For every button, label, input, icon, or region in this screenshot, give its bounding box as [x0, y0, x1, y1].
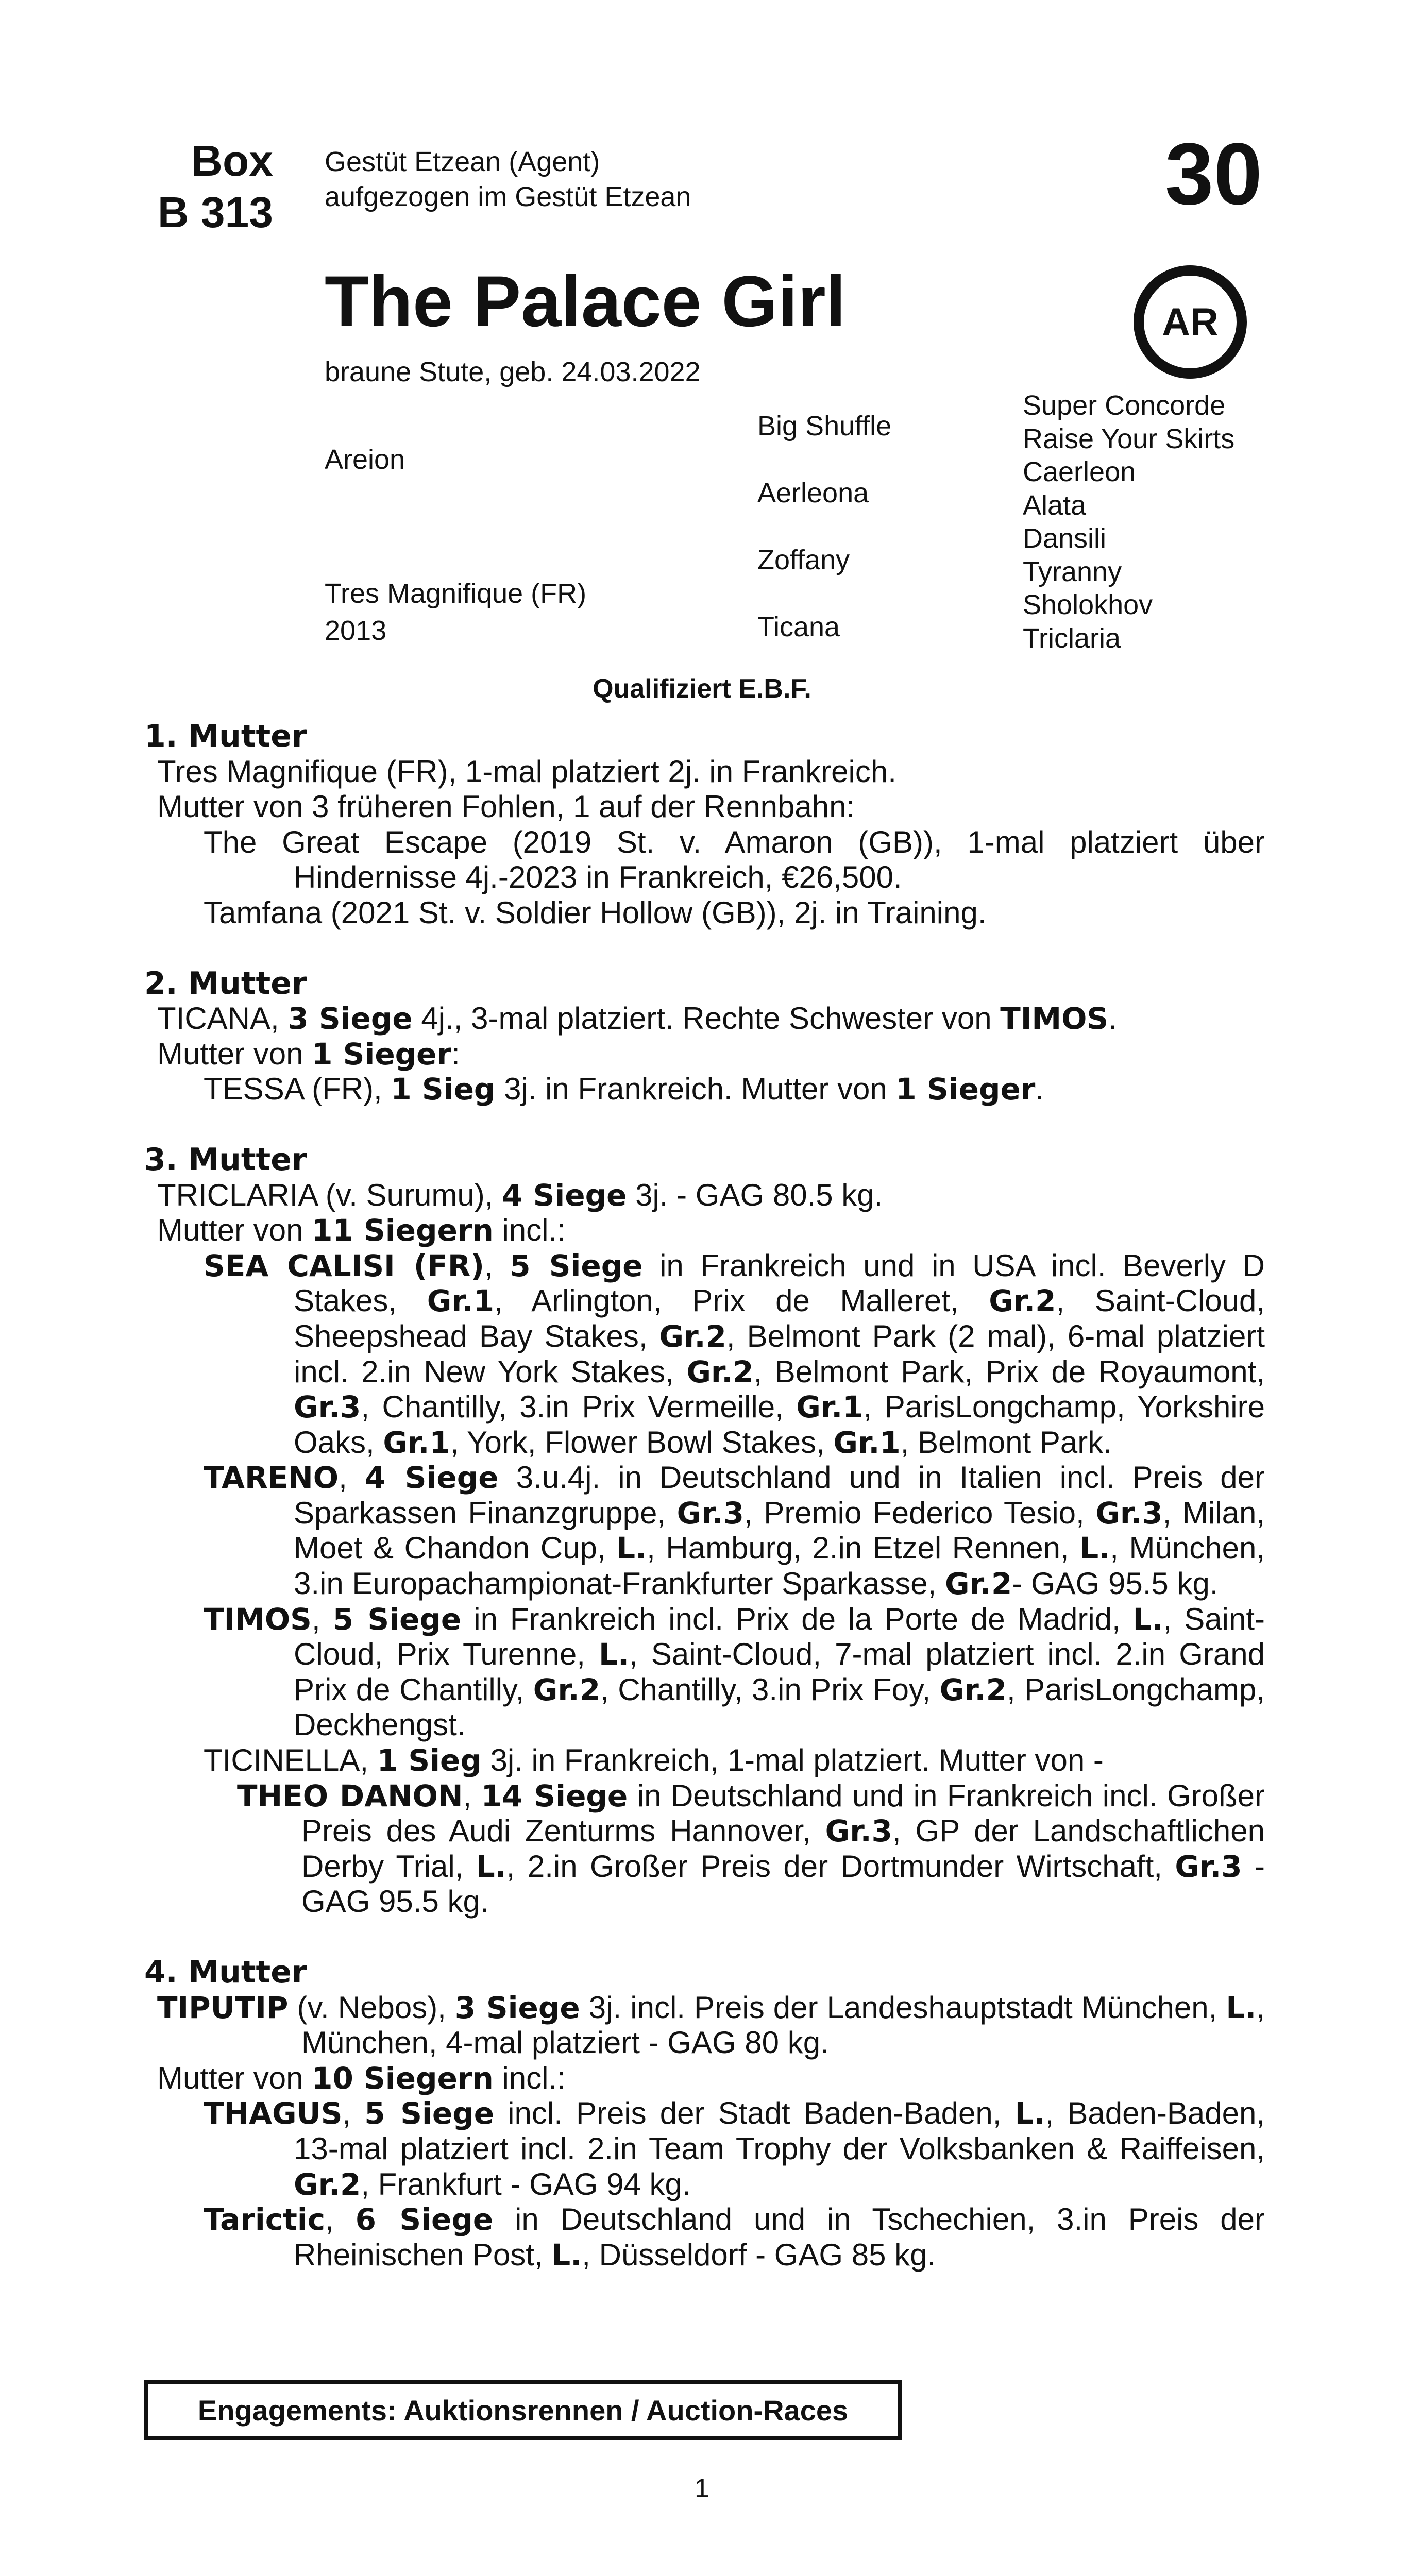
horse: TIMOS — [204, 1601, 312, 1637]
ar-badge-label: AR — [1162, 300, 1219, 344]
engagements-box — [144, 2380, 902, 2440]
text: , 2.in Großer Preis der Dortmunder Wirtschaft, — [506, 1849, 1175, 1884]
horse-description: braune Stute, geb. 24.03.2022 — [325, 357, 701, 387]
text: , York, Flower Bowl Stakes, — [450, 1425, 834, 1460]
grade: Gr.1 — [427, 1283, 495, 1319]
third-dam-intro — [144, 1178, 1265, 1213]
produce-entry: The Great Escape (2019 St. v. Amaron (GB)), 1-mal platziert über Hindernisse 4j.-2023 in Frankreich, €26,500. — [204, 824, 1265, 895]
page-number: 1 — [695, 2473, 709, 2503]
sibling-name: TIMOS — [1000, 1001, 1109, 1037]
grade: Gr.2 — [533, 1672, 601, 1707]
wins: 4 Siege — [502, 1177, 627, 1213]
pedigree-sire: Areion — [325, 444, 405, 475]
text: incl. Preis der Stadt Baden-Baden, — [494, 2096, 1015, 2131]
produce-entry — [144, 1072, 1265, 1107]
horse: Tarictic — [204, 2202, 326, 2238]
first-dam-heading: 1. Mutter — [144, 718, 307, 754]
text: , Milan, Moet & Chandon Cup, — [294, 1495, 1265, 1566]
horse: TARENO — [204, 1460, 339, 1496]
text: TICANA, — [157, 1001, 288, 1036]
second-dam-section — [144, 966, 1265, 1107]
text: , Saint-Cloud, 7-mal platziert incl. 2.in Grand Prix de Chantilly, — [294, 1637, 1265, 1707]
wins: 5 Siege — [332, 1601, 462, 1637]
horse: TIPUTIP — [157, 1990, 289, 2025]
text: , Premio Federico Tesio, — [744, 1495, 1096, 1530]
wins: 5 Siege — [364, 2096, 495, 2131]
first-dam-produce-intro: Mutter von 3 früheren Fohlen, 1 auf der Rennbahn: — [157, 789, 855, 824]
text: , — [339, 1460, 365, 1495]
pedigree-dam-year: 2013 — [325, 615, 387, 646]
grade: Gr.3 — [825, 1814, 892, 1849]
produce-entry — [144, 2096, 1265, 2202]
text: , — [311, 1601, 333, 1636]
pedigree-great-grandparent: Raise Your Skirts — [1023, 423, 1235, 454]
text: , — [463, 1778, 481, 1813]
agent-name: Gestüt Etzean (Agent) — [325, 146, 600, 177]
pedigree-great-grandparent: Alata — [1023, 489, 1087, 521]
pedigree-grandparent: Big Shuffle — [757, 411, 892, 442]
wins: 1 Sieg — [391, 1072, 496, 1107]
winner-count: 1 Sieger — [312, 1036, 452, 1072]
fourth-dam-heading: 4. Mutter — [144, 1954, 307, 1990]
pedigree-great-grandparent: Tyranny — [1023, 556, 1122, 587]
second-dam-produce-intro — [144, 1037, 1265, 1072]
text: , Hamburg, 2.in Etzel Rennen, — [647, 1531, 1080, 1566]
produce-entry — [144, 1743, 1265, 1778]
grade: Gr.3 — [1095, 1495, 1163, 1531]
text: - GAG 95.5 kg. — [301, 1849, 1265, 1919]
pedigree-great-grandparent: Caerleon — [1023, 456, 1136, 487]
text: , Chantilly, 3.in Prix Foy, — [600, 1672, 940, 1707]
first-dam-section — [144, 719, 1265, 931]
produce-entry — [144, 2202, 1265, 2273]
produce-entry: Tamfana (2021 St. v. Soldier Hollow (GB)), 2j. in Training. — [204, 895, 987, 930]
text: , Belmont Park, Prix de Royaumont, — [753, 1354, 1265, 1389]
text: incl.: — [493, 2060, 566, 2095]
text: in Frankreich und in USA incl. Beverly D Stakes, — [294, 1248, 1265, 1318]
qualification: Qualifiziert E.B.F. — [593, 674, 811, 704]
produce-entry — [144, 1248, 1265, 1461]
text: 3j. in Frankreich. Mutter von — [495, 1072, 896, 1107]
text: , Belmont Park (2 mal), 6-mal platziert incl. 2.in New York Stakes, — [294, 1318, 1265, 1389]
text: TRICLARIA (v. Surumu), — [157, 1177, 502, 1212]
pedigree-grandparent: Zoffany — [757, 545, 850, 575]
produce-entry — [144, 1460, 1265, 1601]
lot-number: 30 — [1164, 125, 1262, 223]
winner-count: 10 Siegern — [312, 2060, 494, 2096]
text: Mutter von — [157, 1036, 312, 1071]
text: TICINELLA, — [204, 1743, 377, 1778]
grade: Gr.2 — [939, 1672, 1007, 1707]
pedigree-great-grandparent: Sholokhov — [1023, 589, 1153, 620]
female-family — [144, 719, 1265, 2273]
third-dam-heading: 3. Mutter — [144, 1141, 307, 1178]
text: , Baden-Baden, 13-mal platziert incl. 2.in Team Trophy der Volksbanken & Raiffeisen, — [294, 2096, 1265, 2166]
grade: Gr.2 — [294, 2166, 361, 2202]
grade: Gr.2 — [659, 1318, 726, 1354]
wins: 5 Siege — [510, 1248, 643, 1283]
text: . — [1035, 1072, 1044, 1107]
text: : — [451, 1036, 460, 1071]
text: , — [325, 2202, 356, 2237]
text: , Saint-Cloud, Prix Turenne, — [294, 1601, 1265, 1672]
breeder-line: aufgezogen im Gestüt Etzean — [325, 181, 691, 212]
grade: L. — [616, 1531, 647, 1566]
text: , ParisLongchamp, Yorkshire Oaks, — [294, 1389, 1265, 1460]
text: , — [342, 2096, 365, 2131]
winner-count: 1 Sieger — [895, 1072, 1036, 1107]
text: , ParisLongchamp, Deckhengst. — [294, 1672, 1265, 1742]
wins: 14 Siege — [481, 1778, 628, 1814]
pedigree-great-grandparent: Dansili — [1023, 523, 1107, 554]
grade: Gr.3 — [676, 1495, 745, 1531]
grade: Gr.3 — [1175, 1849, 1242, 1884]
text: , München, 4-mal platziert - GAG 80 kg. — [301, 1990, 1265, 2060]
grade: L. — [551, 2237, 582, 2273]
text: in Frankreich incl. Prix de la Porte de Madrid, — [461, 1601, 1133, 1636]
grade: Gr.1 — [796, 1389, 864, 1425]
text: in Deutschland und in Tschechien, 3.in Preis der Rheinischen Post, — [294, 2202, 1265, 2272]
text: , Belmont Park. — [900, 1425, 1112, 1460]
text: Mutter von — [157, 2060, 312, 2095]
horse-name: The Palace Girl — [325, 261, 846, 342]
wins: 6 Siege — [355, 2202, 494, 2238]
text: , Arlington, Prix de Malleret, — [494, 1283, 989, 1318]
box-code: B 313 — [157, 188, 273, 236]
winner-count: 11 Siegern — [312, 1213, 494, 1248]
pedigree-dam: Tres Magnifique (FR) — [325, 578, 587, 609]
ar-badge — [1134, 265, 1247, 379]
grade: L. — [476, 1849, 506, 1884]
pedigree-great-grandparent: Triclaria — [1023, 622, 1121, 654]
text: , GP der Landschaftlichen Derby Trial, — [301, 1814, 1265, 1884]
grade: L. — [1132, 1601, 1163, 1637]
grade: L. — [1079, 1531, 1110, 1566]
box-number — [124, 135, 273, 238]
first-dam-intro: Tres Magnifique (FR), 1-mal platziert 2j. in Frankreich. — [157, 754, 896, 789]
text: Mutter von — [157, 1213, 312, 1248]
text: 3j. incl. Preis der Landeshauptstadt München, — [580, 1990, 1226, 2025]
text: 3.u.4j. in Deutschland und in Italien incl. Preis der Sparkassen Finanzgruppe, — [294, 1460, 1265, 1530]
text: incl.: — [493, 1213, 566, 1248]
text: , München, 3.in Europachampionat-Frankfurter Sparkasse, — [294, 1531, 1265, 1601]
text: , — [484, 1248, 510, 1283]
grade: L. — [599, 1637, 630, 1672]
wins: 3 Siege — [454, 1990, 580, 2025]
text: - GAG 95.5 kg. — [1012, 1566, 1219, 1601]
third-dam-section — [144, 1142, 1265, 1920]
text: , Chantilly, 3.in Prix Vermeille, — [361, 1389, 797, 1425]
fourth-dam-section — [144, 1955, 1265, 2273]
grade: L. — [1014, 2096, 1045, 2131]
wins: 3 Siege — [287, 1001, 413, 1037]
text: , Düsseldorf - GAG 85 kg. — [582, 2237, 936, 2272]
wins: 1 Sieg — [377, 1743, 482, 1778]
second-dam-intro — [144, 1001, 1265, 1037]
pedigree-great-grandparents — [1023, 389, 1234, 655]
wins: 4 Siege — [364, 1460, 499, 1496]
text: . — [1108, 1001, 1117, 1036]
pedigree-grandparent: Aerleona — [757, 478, 869, 509]
text: 4j., 3-mal platziert. Rechte Schwester von — [412, 1001, 1001, 1036]
produce-entry-grandchild — [144, 1778, 1265, 1920]
grade: L. — [1226, 1990, 1257, 2025]
fourth-dam-produce-intro — [144, 2061, 1265, 2096]
box-label: Box — [191, 137, 273, 185]
text: (v. Nebos), — [288, 1990, 455, 2025]
second-dam-heading: 2. Mutter — [144, 965, 307, 1002]
grade: Gr.1 — [383, 1425, 450, 1460]
grade: Gr.2 — [944, 1566, 1012, 1602]
horse: THEO DANON — [237, 1778, 463, 1814]
text: in Deutschland und in Frankreich incl. Großer Preis des Audi Zenturms Hannover, — [301, 1778, 1265, 1849]
grade: Gr.2 — [686, 1354, 754, 1389]
horse: SEA CALISI (FR) — [204, 1248, 485, 1283]
grade: Gr.2 — [989, 1283, 1056, 1319]
engagements-label: Engagements: Auktionsrennen / Auction-Races — [197, 2394, 849, 2427]
text: , Saint-Cloud, Sheepshead Bay Stakes, — [294, 1283, 1265, 1353]
text: 3j. in Frankreich, 1-mal platziert. Mutter von - — [481, 1743, 1104, 1778]
third-dam-produce-intro — [144, 1213, 1265, 1248]
text: 3j. - GAG 80.5 kg. — [627, 1177, 883, 1212]
grade: Gr.3 — [294, 1389, 361, 1425]
consignor — [325, 144, 691, 214]
text: , Frankfurt - GAG 94 kg. — [361, 2166, 691, 2201]
text: TESSA (FR), — [204, 1072, 391, 1107]
grade: Gr.1 — [833, 1425, 901, 1460]
fourth-dam-intro — [144, 1990, 1265, 2061]
horse: THAGUS — [204, 2096, 343, 2131]
pedigree-grandparent: Ticana — [757, 612, 840, 642]
produce-entry — [144, 1602, 1265, 1743]
pedigree-great-grandparent: Super Concorde — [1023, 390, 1226, 421]
